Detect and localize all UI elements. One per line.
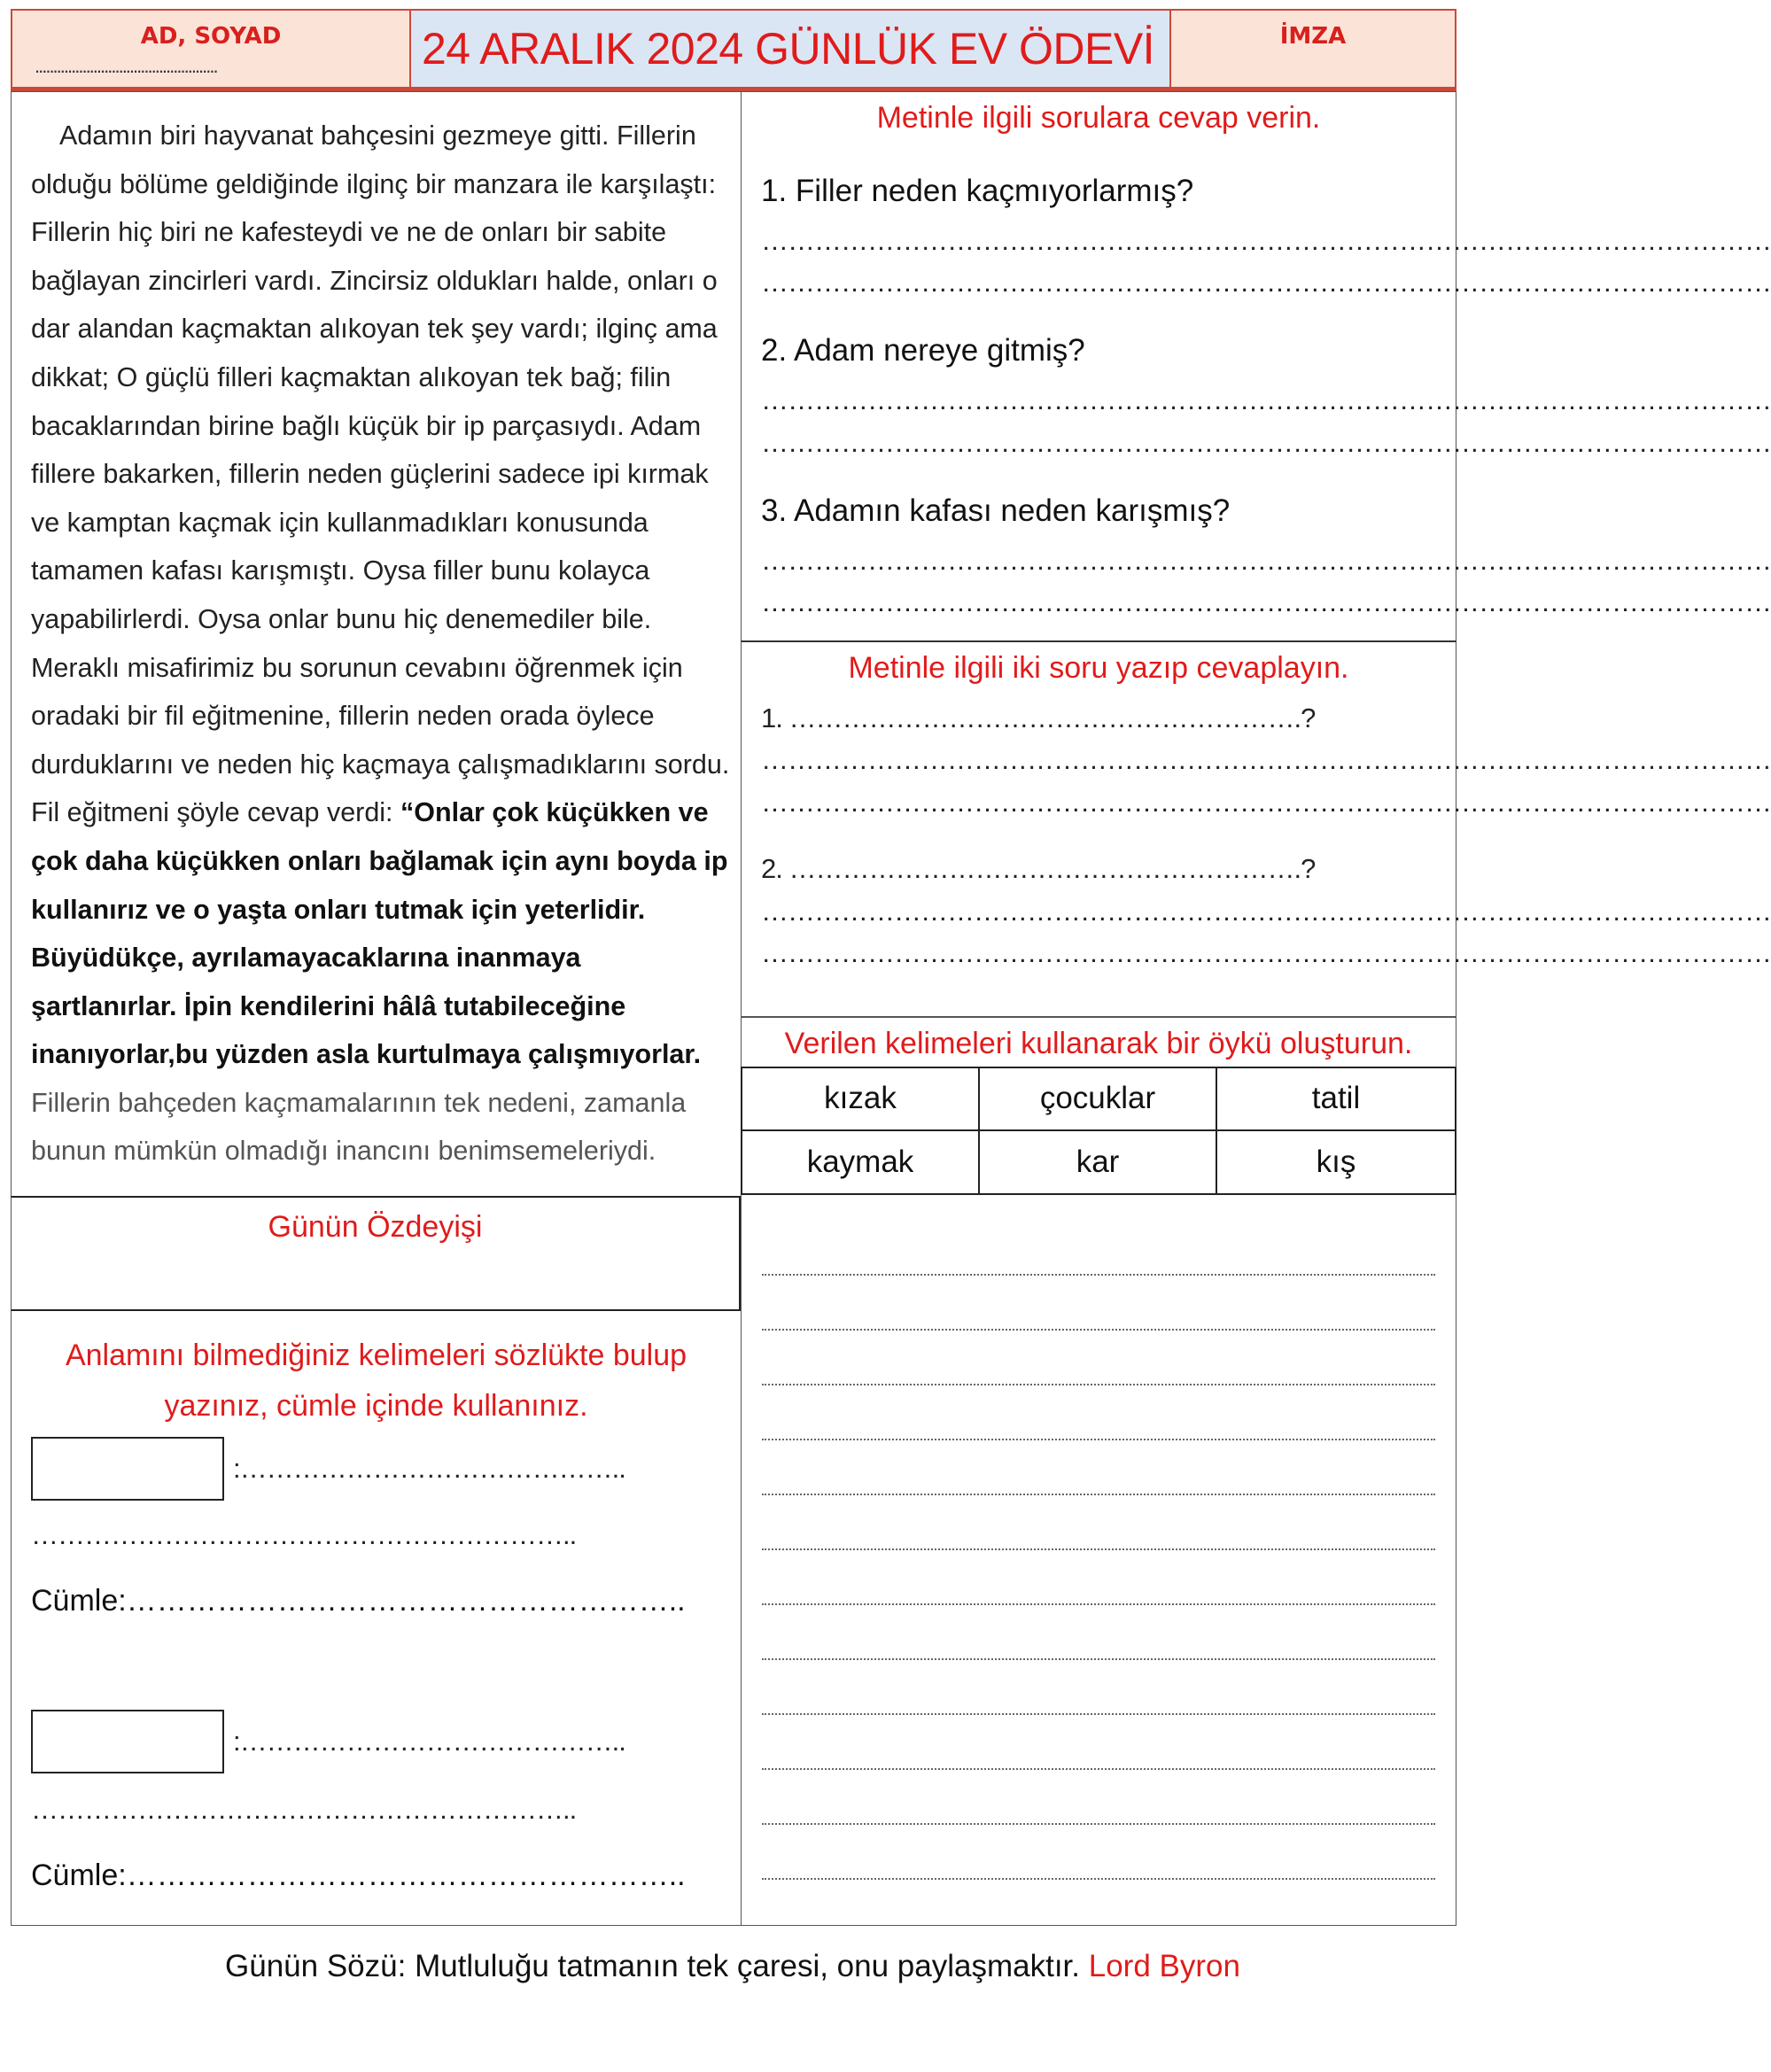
signature-field[interactable] xyxy=(1171,11,1455,87)
word-cell: kış xyxy=(1316,1144,1356,1179)
story-text xyxy=(31,112,732,1176)
word-1-meaning-line[interactable]: :…………………………………….. xyxy=(233,1453,625,1484)
cumle-line: ……………………………………………….. xyxy=(126,1859,686,1892)
quote-author: Lord Byron xyxy=(1088,1949,1240,1983)
dictionary-title: Anlamını bilmediğiniz kelimeleri sözlükte bulup yazınız, cümle içinde kullanınız. xyxy=(65,1339,687,1423)
story-line[interactable] xyxy=(762,1494,1435,1495)
word-2-sentence[interactable] xyxy=(31,1859,722,1893)
story-line[interactable] xyxy=(762,1658,1435,1660)
own-question-2[interactable]: 2. ………………………………………………….? xyxy=(761,853,1316,884)
page-title: 24 ARALIK 2024 GÜNLÜK EV ÖDEVİ xyxy=(422,24,1155,74)
word-2-meaning-line-2[interactable]: …………………………………………………….. xyxy=(31,1794,577,1825)
own-answer-2-line-2[interactable]: …………………………………………………………………………………………………… xyxy=(761,937,1771,968)
answer-3-line-1[interactable]: …………………………………………………………………………………………………… xyxy=(761,545,1771,576)
word-cell: çocuklar xyxy=(980,1068,1217,1131)
question-1: 1. Filler neden kaçmıyorlarmış? xyxy=(761,174,1194,208)
name-dots: .................................................. xyxy=(35,55,217,77)
story-line[interactable] xyxy=(762,1878,1435,1880)
word-1-sentence[interactable] xyxy=(31,1584,722,1618)
story-line[interactable] xyxy=(762,1439,1435,1440)
story-panel xyxy=(11,91,741,1196)
daily-quote xyxy=(0,1949,1465,1984)
story-line[interactable] xyxy=(762,1384,1435,1385)
own-answer-1-line-2[interactable]: …………………………………………………………………………………………………… xyxy=(761,787,1771,818)
word-box-2[interactable] xyxy=(31,1710,224,1773)
worksheet-header xyxy=(11,9,1456,89)
cumle-label: Cümle: xyxy=(31,1584,127,1618)
word-cell: kar xyxy=(980,1131,1217,1194)
word-cell: tatil xyxy=(1217,1068,1455,1131)
write-questions-panel xyxy=(741,640,1771,1017)
story-line[interactable] xyxy=(762,1823,1435,1825)
story-writing-title: Verilen kelimeleri kullanarak bir öykü oluşturun. xyxy=(784,1027,1413,1060)
story-line[interactable] xyxy=(762,1329,1435,1331)
story-line[interactable] xyxy=(762,1768,1435,1770)
word-cell: kızak xyxy=(742,1068,980,1131)
answer-1-line-2[interactable]: …………………………………………………………………………………………………… xyxy=(761,267,1771,298)
quote-text: Günün Sözü: Mutluluğu tatmanın tek çaresi, onu paylaşmaktır. xyxy=(225,1949,1080,1983)
questions-title: Metinle ilgili sorulara cevap verin. xyxy=(876,101,1321,135)
answer-1-line-1[interactable]: …………………………………………………………………………………………………… xyxy=(761,225,1771,256)
ozdeyis-box[interactable] xyxy=(11,1196,741,1311)
own-answer-2-line-1[interactable]: …………………………………………………………………………………………………… xyxy=(761,896,1771,927)
word-2-meaning-line[interactable]: :…………………………………….. xyxy=(233,1726,625,1757)
questions-panel xyxy=(741,91,1771,640)
word-grid xyxy=(741,1067,1456,1195)
answer-2-line-1[interactable]: …………………………………………………………………………………………………… xyxy=(761,384,1771,415)
story-bold: “Onlar çok küçükken ve çok daha küçükken onları bağlamak için aynı boyda ip kullanırız ve o yaşta onları tutmak için yeterlidir. Büyüdükçe, ayrılamayacaklarına inanmaya şartlanırlar. İpin kendilerini hâlâ tutabileceğine inanıyorlar,bu yüzden asla kurtulmaya çalışmıyorlar. xyxy=(31,797,728,1070)
ozdeyis-title: Günün Özdeyişi xyxy=(268,1210,483,1244)
story-line[interactable] xyxy=(762,1713,1435,1715)
word-1-meaning-line-2[interactable]: …………………………………………………….. xyxy=(31,1519,577,1550)
question-2: 2. Adam nereye gitmiş? xyxy=(761,333,1085,368)
page-title-cell xyxy=(411,11,1171,87)
story-line[interactable] xyxy=(762,1548,1435,1550)
name-label: AD, SOYAD xyxy=(140,23,282,50)
answer-2-line-2[interactable]: …………………………………………………………………………………………………… xyxy=(761,427,1771,458)
signature-label: İMZA xyxy=(1279,23,1347,50)
word-cell: kaymak xyxy=(742,1131,980,1194)
write-questions-title: Metinle ilgili iki soru yazıp cevaplayın. xyxy=(848,651,1349,685)
dictionary-panel xyxy=(11,1311,741,1926)
answer-3-line-2[interactable]: …………………………………………………………………………………………………… xyxy=(761,586,1771,617)
story-part2: Fillerin bahçeden kaçmamalarının tek nedeni, zamanla bunun mümkün olmadığı inancını benimsemeleriydi. xyxy=(31,1087,687,1167)
own-answer-1-line-1[interactable]: …………………………………………………………………………………………………… xyxy=(761,744,1771,775)
story-line[interactable] xyxy=(762,1274,1435,1276)
story-line[interactable] xyxy=(762,1603,1435,1605)
word-box-1[interactable] xyxy=(31,1437,224,1501)
own-question-1[interactable]: 1. ………………………………………………….? xyxy=(761,702,1316,733)
question-3: 3. Adamın kafası neden karışmış? xyxy=(761,493,1231,528)
cumle-line: ……………………………………………….. xyxy=(126,1584,686,1618)
name-field[interactable] xyxy=(12,11,411,87)
cumle-label: Cümle: xyxy=(31,1859,127,1892)
story-part1: Adamın biri hayvanat bahçesini gezmeye gitti. Fillerin olduğu bölüme geldiğinde ilginç bir manzara ile karşılaştı: Fillerin hiç biri ne kafesteydi ve ne de onları bir sabite bağlayan zincirleri vardı. Zincirsiz oldukları halde, onları o dar alandan kaçmaktan alıkoyan tek şey vardı; ilginç ama dikkat; O güçlü filleri kaçmaktan alıkoyan tek bağ; filin bacaklarından birine bağlı küçük bir ip parçasıydı. Adam fillere bakarken, fillerin neden güçlerini sadece ipi kırmak ve kamptan kaçmak için kullanmadıkları konusunda tamamen kafası karışmıştı. Oysa filler bunu kolayca yapabilirlerdi. Oysa onlar bunu hiç denemediler bile. Meraklı misafirimiz bu sorunun cevabını öğrenmek için oradaki bir fil eğitmenine, fillerin neden orada öylece durduklarını ve neden hiç kaçmaya çalışmadıklarını sordu. Fil eğitmeni şöyle cevap verdi: xyxy=(31,120,730,828)
